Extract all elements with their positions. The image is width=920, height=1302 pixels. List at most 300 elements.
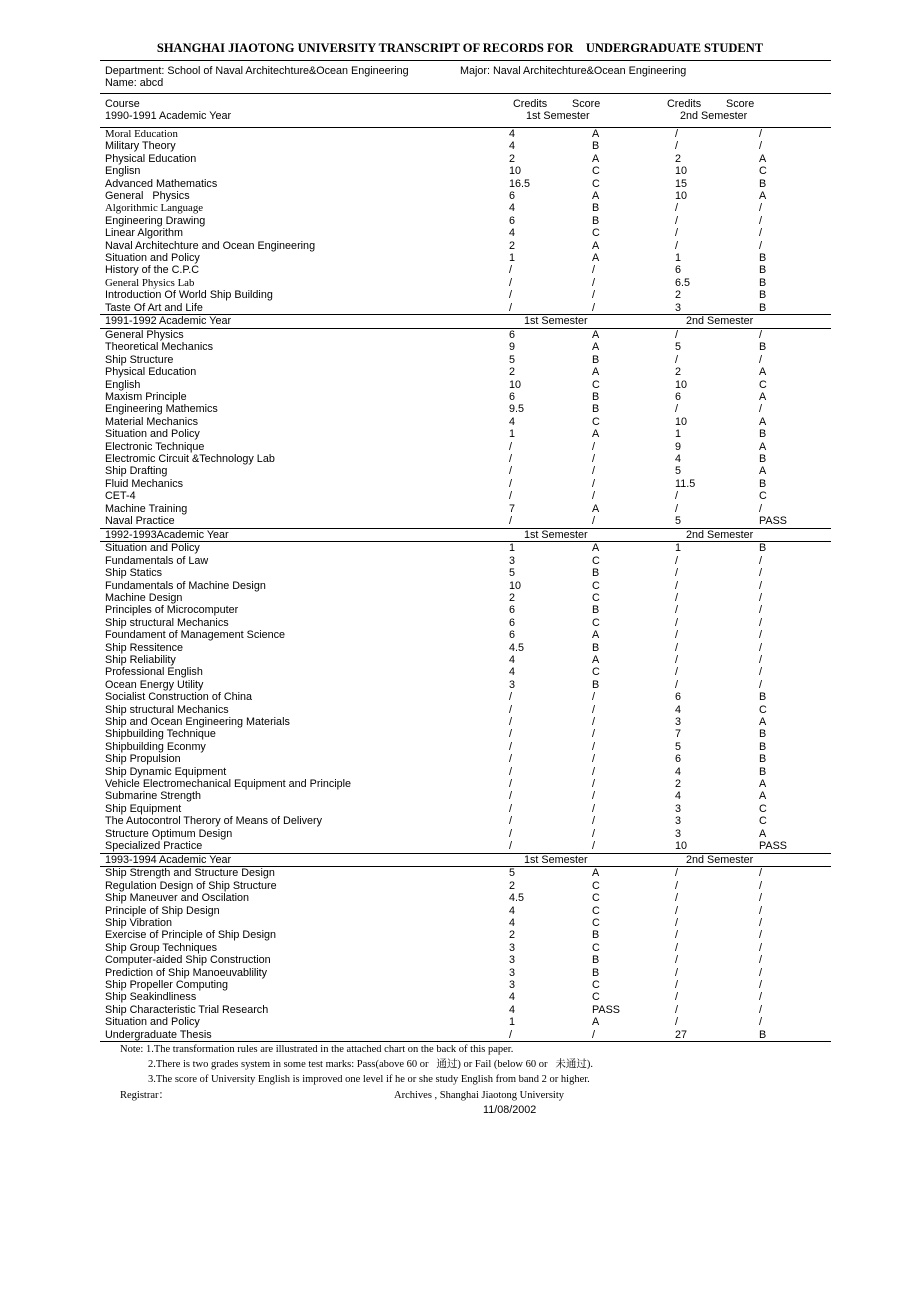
course-row — [0, 929, 920, 941]
score-sem1: / — [592, 289, 595, 302]
course-name: Ship Maneuver and Oscilation — [105, 892, 250, 905]
credits-sem1: 9 — [509, 341, 516, 354]
score-sem2: / — [759, 1016, 762, 1029]
course-name: Engineering Drawing — [105, 214, 206, 227]
credits-sem2: 6 — [675, 264, 682, 277]
score-sem2: / — [759, 403, 762, 416]
score-sem1: C — [592, 554, 600, 567]
score-sem2: / — [759, 616, 762, 629]
note-3: 3.The score of University English is improved one level if he or she study English from band 2 or higher. — [148, 1074, 590, 1085]
course-name: Engineering Mathemics — [105, 403, 218, 416]
course-row — [0, 704, 920, 716]
credits-sem1: / — [509, 716, 512, 728]
score-sem1: B — [592, 214, 600, 227]
course-name: English — [105, 378, 141, 391]
credits-sem1: 4 — [509, 917, 516, 929]
score-sem2: B — [759, 341, 767, 354]
year-label: 1991-1992 Academic Year — [105, 315, 232, 328]
credits-sem1: 4 — [509, 128, 516, 140]
score-sem2: A — [759, 465, 767, 478]
course-name: Electromic Circuit &Technology Lab — [105, 453, 275, 465]
course-row — [0, 716, 920, 728]
score-sem1: A — [592, 366, 600, 379]
course-row — [0, 691, 920, 703]
note-2: 2.There is two grades system in some test marks: Pass(above 60 or 通过) or Fail (below 60 or 未通过). — [148, 1059, 594, 1070]
credits-sem2: 3 — [675, 827, 682, 840]
credits-sem2: 3 — [675, 301, 682, 314]
credits-sem2: / — [675, 567, 678, 580]
course-name: Professional English — [105, 666, 203, 679]
credits-sem2: 27 — [675, 1028, 688, 1041]
archives-label: Archives , Shanghai Jiaotong University — [394, 1090, 565, 1101]
credits-sem2: 9 — [675, 440, 682, 453]
score-sem1: / — [592, 740, 595, 753]
course-name: Undergraduate Thesis — [105, 1028, 212, 1041]
course-row — [0, 580, 920, 592]
credits-sem2: / — [675, 929, 678, 942]
score-sem1: / — [592, 765, 595, 778]
course-row — [0, 215, 920, 227]
credits-sem1: / — [509, 691, 512, 704]
year-header — [0, 854, 920, 866]
credits-sem2: / — [675, 227, 678, 240]
credits-sem2: / — [675, 202, 678, 215]
score-sem1: A — [592, 252, 600, 264]
score-sem1: C — [592, 165, 600, 178]
credits-sem2: 5 — [675, 465, 682, 478]
course-name: Situation and Policy — [105, 428, 200, 441]
course-row — [0, 954, 920, 966]
score-sem2: / — [759, 954, 762, 967]
score-sem1: A — [592, 239, 600, 252]
credits-sem2: / — [675, 579, 678, 592]
credits-sem2: 4 — [675, 703, 682, 716]
course-row — [0, 329, 920, 341]
course-row — [0, 942, 920, 954]
course-row — [0, 140, 920, 152]
course-name: Ship Seakindliness — [105, 991, 197, 1004]
credits-sem1: / — [509, 490, 512, 503]
credits-sem2: 1 — [675, 428, 682, 441]
course-row — [0, 967, 920, 979]
score-sem2: / — [759, 329, 762, 341]
department-label: Department: School of Naval Architechture&Ocean Engineering — [105, 65, 409, 77]
credits-sem1: 3 — [509, 554, 516, 567]
credits-sem1: 4 — [509, 415, 516, 428]
credits-sem2: 1 — [675, 542, 682, 555]
score-sem2: / — [759, 1003, 762, 1016]
credits-sem2: / — [675, 879, 678, 892]
score-sem1: / — [592, 827, 595, 840]
credits-sem2: / — [675, 329, 678, 341]
course-name: Linear Algorithm — [105, 227, 184, 240]
column-credits-sem1: Credits — [513, 98, 548, 110]
score-sem1: B — [592, 140, 600, 153]
course-row — [0, 252, 920, 264]
credits-sem1: 4 — [509, 140, 516, 153]
course-name: Algorithmic Language — [105, 202, 204, 215]
score-sem1: B — [592, 202, 600, 215]
credits-sem1: 1 — [509, 542, 516, 555]
score-sem1: C — [592, 991, 600, 1004]
credits-sem2: / — [675, 403, 678, 416]
course-name: Ship Equipment — [105, 802, 182, 815]
credits-sem2: / — [675, 128, 678, 140]
score-sem1: / — [592, 802, 595, 815]
score-sem2: A — [759, 790, 767, 803]
score-sem2: C — [759, 802, 767, 815]
credits-sem1: 4.5 — [509, 892, 525, 905]
course-name: Theoretical Mechanics — [105, 341, 214, 354]
course-row — [0, 478, 920, 490]
course-row — [0, 766, 920, 778]
credits-sem1: / — [509, 289, 512, 302]
course-name: Ship Ressitence — [105, 641, 184, 654]
credits-sem1: 3 — [509, 954, 516, 967]
score-sem2: / — [759, 917, 762, 929]
credits-sem2: / — [675, 666, 678, 679]
course-name: Prediction of Ship Manoeuvablility — [105, 966, 268, 979]
score-sem2: A — [759, 190, 767, 202]
course-row — [0, 617, 920, 629]
semester2-label-1990: 2nd Semester — [680, 110, 748, 122]
credits-sem2: 2 — [675, 778, 682, 790]
course-name: Structure Optimum Design — [105, 827, 233, 840]
score-sem1: C — [592, 616, 600, 629]
credits-sem1: 2 — [509, 152, 516, 165]
course-name: Fundamentals of Law — [105, 554, 209, 567]
credits-sem2: / — [675, 1003, 678, 1016]
course-row — [0, 867, 920, 879]
credits-sem2: 10 — [675, 165, 688, 178]
credits-sem1: 4 — [509, 202, 516, 215]
semester2-label: 2nd Semester — [686, 315, 754, 328]
score-sem1: / — [592, 515, 595, 527]
credits-sem2: / — [675, 979, 678, 991]
course-row — [0, 828, 920, 840]
course-row — [0, 515, 920, 527]
credits-sem1: / — [509, 740, 512, 753]
score-sem1: A — [592, 542, 600, 555]
credits-sem1: / — [509, 703, 512, 716]
course-name: Ship Dynamic Equipment — [105, 765, 227, 778]
score-sem1: C — [592, 592, 600, 604]
credits-sem2: 10 — [675, 415, 688, 428]
course-name: Taste Of Art and Life — [105, 301, 203, 314]
course-row — [0, 289, 920, 301]
score-sem1: / — [592, 815, 595, 828]
score-sem2: / — [759, 966, 762, 979]
score-sem1: B — [592, 391, 600, 403]
course-row — [0, 654, 920, 666]
course-name: Advanced Mathematics — [105, 177, 218, 190]
score-sem1: / — [592, 276, 595, 289]
credits-sem1: 2 — [509, 592, 516, 604]
score-sem1: / — [592, 301, 595, 314]
score-sem2: B — [759, 728, 767, 741]
score-sem1: PASS — [592, 1003, 621, 1016]
course-name: Fluid Mechanics — [105, 477, 184, 490]
course-name: General Physics Lab — [105, 276, 195, 289]
score-sem2: / — [759, 666, 762, 679]
credits-sem1: 10 — [509, 378, 522, 391]
score-sem2: B — [759, 765, 767, 778]
score-sem2: / — [759, 941, 762, 954]
course-row — [0, 277, 920, 289]
credits-sem2: 5 — [675, 515, 682, 527]
credits-sem2: / — [675, 604, 678, 617]
course-row — [0, 165, 920, 177]
score-sem1: C — [592, 227, 600, 240]
year-end-rule — [100, 1041, 831, 1042]
credits-sem2: 3 — [675, 815, 682, 828]
score-sem1: C — [592, 879, 600, 892]
course-name: CET-4 — [105, 490, 136, 503]
credits-sem1: / — [509, 515, 512, 527]
credits-sem1: 6 — [509, 616, 516, 629]
semester1-label: 1st Semester — [524, 528, 588, 541]
score-sem2: PASS — [759, 515, 788, 527]
course-name: Ocean Energy Utility — [105, 678, 204, 691]
credits-sem1: 3 — [509, 678, 516, 691]
score-sem1: / — [592, 716, 595, 728]
score-sem2: C — [759, 165, 767, 178]
score-sem2: / — [759, 502, 762, 515]
semester1-label: 1st Semester — [524, 853, 588, 866]
course-row — [0, 465, 920, 477]
credits-sem1: 2 — [509, 929, 516, 942]
column-credits-sem2: Credits — [667, 98, 702, 110]
course-name: Machine Training — [105, 502, 188, 515]
credits-sem2: 2 — [675, 289, 682, 302]
course-row — [0, 490, 920, 502]
score-sem2: PASS — [759, 840, 788, 852]
course-row — [0, 302, 920, 314]
credits-sem2: 10 — [675, 190, 688, 202]
score-sem2: B — [759, 276, 767, 289]
course-name: Maxism Principle — [105, 391, 187, 403]
course-row — [0, 1004, 920, 1016]
credits-sem1: / — [509, 840, 512, 852]
score-sem1: C — [592, 579, 600, 592]
score-sem1: / — [592, 703, 595, 716]
course-row — [0, 240, 920, 252]
credits-sem1: 6 — [509, 604, 516, 617]
course-name: Specialized Practice — [105, 840, 203, 852]
credits-sem2: 6.5 — [675, 276, 691, 289]
score-sem1: C — [592, 666, 600, 679]
course-row — [0, 178, 920, 190]
score-sem2: / — [759, 202, 762, 215]
credits-sem2: 11.5 — [675, 477, 696, 490]
course-row — [0, 153, 920, 165]
score-sem2: / — [759, 904, 762, 917]
course-name: Ship Characteristic Trial Research — [105, 1003, 269, 1016]
registrar-label: Registrar： — [120, 1090, 169, 1101]
score-sem2: B — [759, 691, 767, 704]
score-sem1: / — [592, 440, 595, 453]
score-sem1: / — [592, 840, 595, 852]
course-name: Ship Group Techniques — [105, 941, 218, 954]
credits-sem1: / — [509, 264, 512, 277]
course-row — [0, 128, 920, 140]
score-sem1: / — [592, 790, 595, 803]
course-row — [0, 880, 920, 892]
credits-sem2: 4 — [675, 453, 682, 465]
course-name: Ship Propeller Computing — [105, 979, 229, 991]
course-name: Ship Reliability — [105, 654, 176, 666]
course-row — [0, 555, 920, 567]
credits-sem2: / — [675, 954, 678, 967]
score-sem1: B — [592, 678, 600, 691]
credits-sem1: 5 — [509, 867, 516, 880]
score-sem2: / — [759, 554, 762, 567]
score-sem1: / — [592, 753, 595, 766]
score-sem2: / — [759, 991, 762, 1004]
credits-sem1: 16.5 — [509, 177, 531, 190]
credits-sem1: / — [509, 477, 512, 490]
column-course: Course — [105, 98, 140, 110]
course-row — [0, 679, 920, 691]
course-row — [0, 453, 920, 465]
credits-sem1: 4.5 — [509, 641, 525, 654]
score-sem1: B — [592, 403, 600, 416]
course-name: Material Mechanics — [105, 415, 199, 428]
course-row — [0, 905, 920, 917]
credits-sem1: 4 — [509, 1003, 516, 1016]
course-row — [0, 892, 920, 904]
semester2-label: 2nd Semester — [686, 853, 754, 866]
score-sem2: C — [759, 815, 767, 828]
credits-sem1: 6 — [509, 190, 516, 202]
credits-sem2: / — [675, 554, 678, 567]
score-sem1: A — [592, 128, 600, 140]
course-name: Military Theory — [105, 140, 176, 153]
course-row — [0, 991, 920, 1003]
course-row — [0, 790, 920, 802]
course-row — [0, 190, 920, 202]
score-sem1: C — [592, 979, 600, 991]
score-sem2: B — [759, 740, 767, 753]
score-sem1: A — [592, 502, 600, 515]
course-row — [0, 1016, 920, 1028]
credits-sem2: / — [675, 991, 678, 1004]
credits-sem2: 7 — [675, 728, 682, 741]
course-name: Ship Drafting — [105, 465, 168, 478]
score-sem2: / — [759, 641, 762, 654]
credits-sem2: / — [675, 678, 678, 691]
score-sem1: / — [592, 1028, 595, 1041]
credits-sem1: 2 — [509, 239, 516, 252]
credits-sem1: 4 — [509, 227, 516, 240]
score-sem1: / — [592, 264, 595, 277]
course-name: Situation and Policy — [105, 252, 200, 264]
score-sem2: A — [759, 440, 767, 453]
course-name: Ship Propulsion — [105, 753, 181, 766]
credits-sem1: / — [509, 301, 512, 314]
course-row — [0, 604, 920, 616]
course-name: Ship structural Mechanics — [105, 703, 229, 716]
credits-sem2: 3 — [675, 716, 682, 728]
score-sem2: A — [759, 391, 767, 403]
credits-sem1: 6 — [509, 214, 516, 227]
score-sem1: C — [592, 917, 600, 929]
credits-sem1: 4 — [509, 904, 516, 917]
score-sem2: / — [759, 214, 762, 227]
score-sem2: B — [759, 177, 767, 190]
score-sem1: B — [592, 954, 600, 967]
credits-sem1: 3 — [509, 941, 516, 954]
credits-sem2: 1 — [675, 252, 682, 264]
course-row — [0, 803, 920, 815]
credits-sem2: / — [675, 966, 678, 979]
score-sem1: B — [592, 966, 600, 979]
course-name: Submarine Strength — [105, 790, 202, 803]
score-sem1: B — [592, 567, 600, 580]
course-row — [0, 379, 920, 391]
credits-sem2: 4 — [675, 790, 682, 803]
score-sem2: B — [759, 428, 767, 441]
course-name: Ship Structure — [105, 353, 174, 366]
course-row — [0, 728, 920, 740]
score-sem1: A — [592, 1016, 600, 1029]
credits-sem1: / — [509, 790, 512, 803]
score-sem2: / — [759, 567, 762, 580]
course-name: Regulation Design of Ship Structure — [105, 879, 277, 892]
student-name: Name: abcd — [105, 77, 164, 89]
score-sem2: B — [759, 289, 767, 302]
semester1-label-1990: 1st Semester — [526, 110, 590, 122]
credits-sem2: / — [675, 353, 678, 366]
score-sem2: B — [759, 252, 767, 264]
credits-sem1: / — [509, 728, 512, 741]
course-name: Introduction Of World Ship Building — [105, 289, 273, 302]
score-sem1: A — [592, 654, 600, 666]
course-name: Fundamentals of Machine Design — [105, 579, 266, 592]
score-sem2: / — [759, 929, 762, 942]
score-sem2: / — [759, 592, 762, 604]
course-name: Shipbuilding Technique — [105, 728, 216, 741]
credits-sem2: / — [675, 904, 678, 917]
score-sem2: B — [759, 301, 767, 314]
credits-sem1: / — [509, 276, 512, 289]
credits-sem1: / — [509, 778, 512, 790]
credits-sem2: / — [675, 490, 678, 503]
score-sem1: / — [592, 728, 595, 741]
score-sem1: B — [592, 929, 600, 942]
semester1-label: 1st Semester — [524, 315, 588, 328]
score-sem2: / — [759, 604, 762, 617]
course-row — [0, 441, 920, 453]
course-row — [0, 979, 920, 991]
score-sem2: B — [759, 453, 767, 465]
course-row — [0, 592, 920, 604]
credits-sem2: / — [675, 629, 678, 642]
score-sem1: A — [592, 190, 600, 202]
score-sem1: C — [592, 904, 600, 917]
course-name: Naval Practice — [105, 515, 175, 527]
credits-sem1: 4 — [509, 654, 516, 666]
score-sem2: / — [759, 979, 762, 991]
course-row — [0, 366, 920, 378]
course-row — [0, 840, 920, 852]
credits-sem1: / — [509, 440, 512, 453]
score-sem2: A — [759, 827, 767, 840]
course-name: Situation and Policy — [105, 1016, 200, 1029]
course-name: Shipbuilding Econmy — [105, 740, 206, 753]
credits-sem1: 2 — [509, 879, 516, 892]
score-sem2: / — [759, 227, 762, 240]
